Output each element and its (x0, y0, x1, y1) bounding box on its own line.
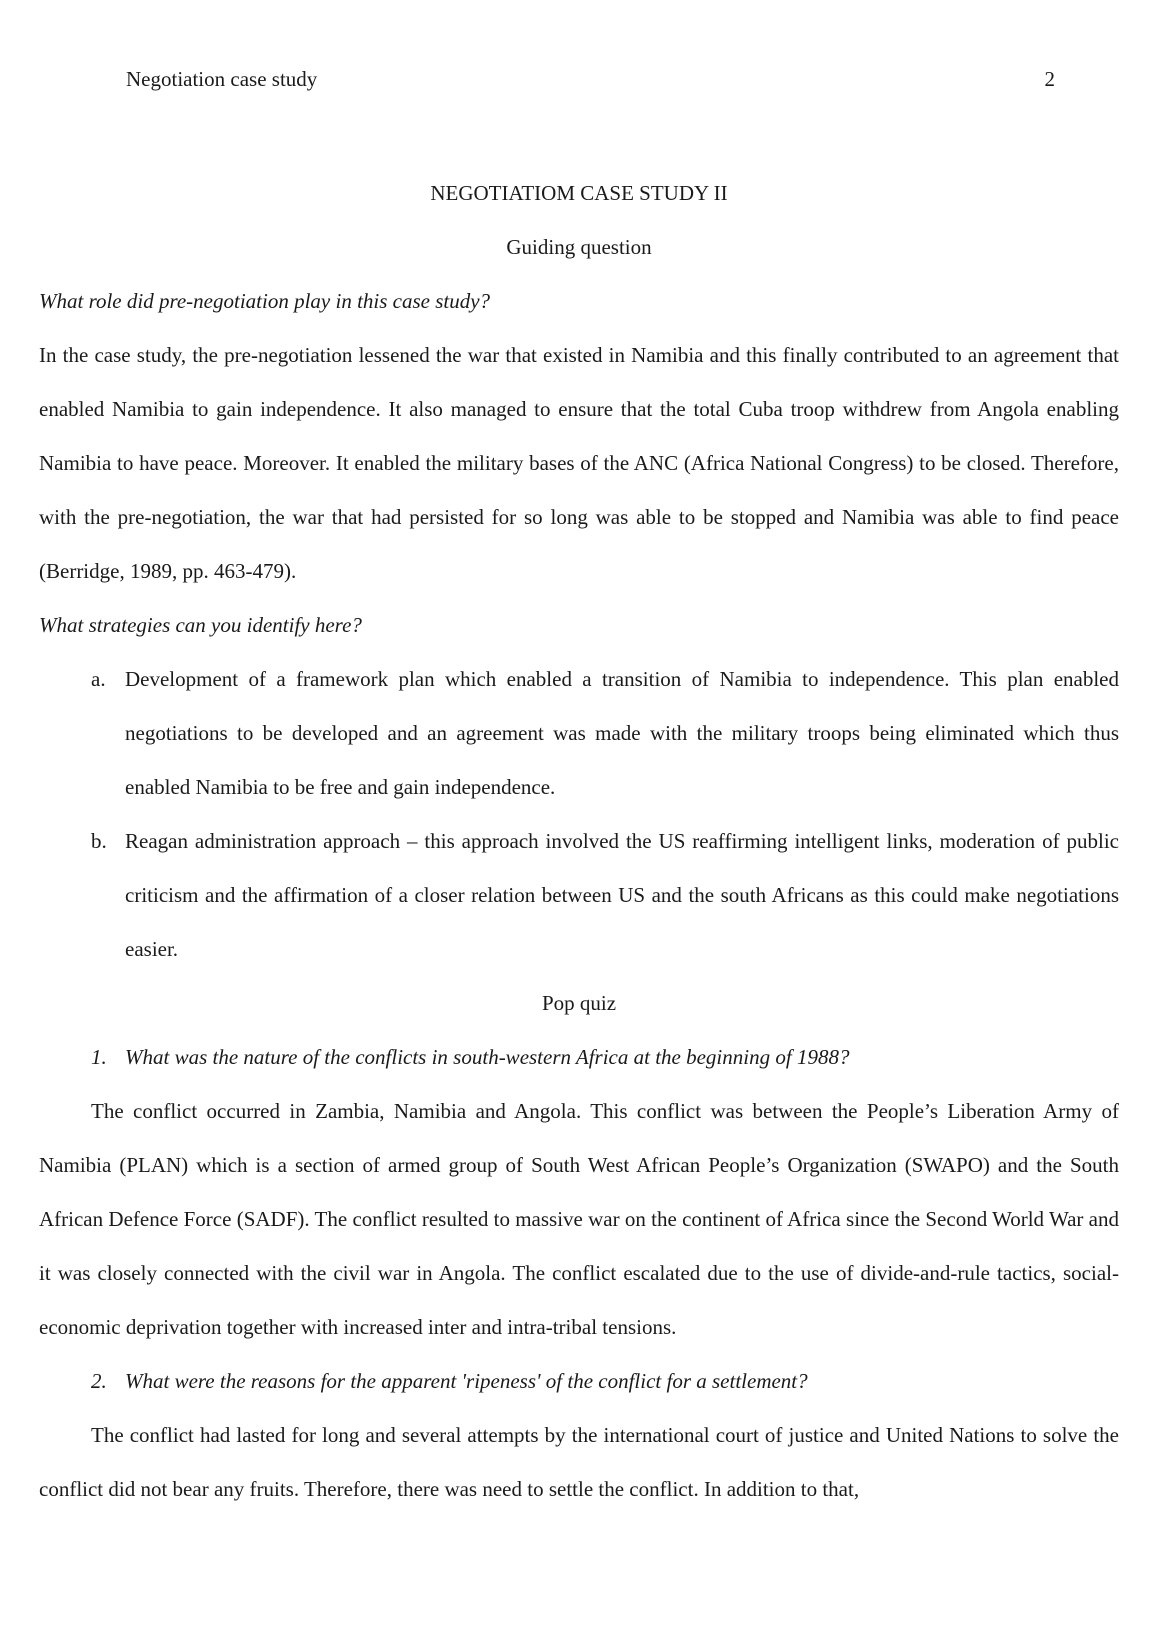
paragraph-pre-negotiation: In the case study, the pre-negotiation lessened the war that existed in Namibia and this finally contributed to an agreement that enabled Namibia to gain independence. It also managed to ensure that the total Cuba troop withdrew from Angola enabling Namibia to have peace. Moreover. It enabled the military bases of the ANC (Africa National Congress) to be closed. Therefore, with the pre-negotiation, the war that had persisted for so long was able to be stopped and Namibia was able to find peace (Berridge, 1989, pp. 463-479). (39, 343, 1119, 583)
page-number: 2 (1044, 67, 1055, 91)
page-header (126, 67, 1055, 97)
quiz-question-1 (39, 1030, 1119, 1084)
quiz-question-text: What were the reasons for the apparent 'ripeness' of the conflict for a settlement? (125, 1369, 808, 1393)
list-marker: 2. (91, 1369, 107, 1393)
quiz-question-text: What was the nature of the conflicts in south-western Africa at the beginning of 1988? (125, 1045, 850, 1069)
question-strategies: What strategies can you identify here? (39, 613, 362, 637)
quiz-answer-1: The conflict occurred in Zambia, Namibia and Angola. This conflict was between the People’s Liberation Army of Namibia (PLAN) which is a section of armed group of South West African People’s Organization (SWAPO) and the South African Defence Force (SADF). The conflict resulted to massive war on the continent of Africa since the Second World War and it was closely connected with the civil war in Angola. The conflict escalated due to the use of divide-and-rule tactics, social-economic deprivation together with increased inter and intra-tribal tensions. (39, 1099, 1119, 1339)
strategy-text: Development of a framework plan which enabled a transition of Namibia to independence. This plan enabled negotiations to be developed and an agreement was made with the military troops being eliminated which thus enabled Namibia to be free and gain independence. (125, 667, 1119, 799)
strategy-item-b (39, 814, 1119, 976)
list-marker: 1. (91, 1045, 107, 1069)
document-body (39, 166, 1119, 1516)
quiz-question-2 (39, 1354, 1119, 1408)
document-title: NEGOTIATIOM CASE STUDY II (430, 181, 728, 205)
strategy-text: Reagan administration approach – this approach involved the US reaffirming intelligent links, moderation of public criticism and the affirmation of a closer relation between US and the south Africans as this could make negotiations easier. (125, 829, 1119, 961)
running-head: Negotiation case study (126, 67, 318, 91)
list-marker: b. (91, 829, 107, 853)
list-marker: a. (91, 667, 106, 691)
quiz-answer-2: The conflict had lasted for long and several attempts by the international court of justice and United Nations to solve the conflict did not bear any fruits. Therefore, there was need to settle the conflict. In addition to that, (39, 1423, 1119, 1501)
section-heading-pop-quiz: Pop quiz (541, 991, 617, 1015)
strategy-item-a (39, 652, 1119, 814)
question-pre-negotiation: What role did pre-negotiation play in this case study? (39, 289, 491, 313)
section-heading-guiding-question: Guiding question (506, 235, 652, 259)
